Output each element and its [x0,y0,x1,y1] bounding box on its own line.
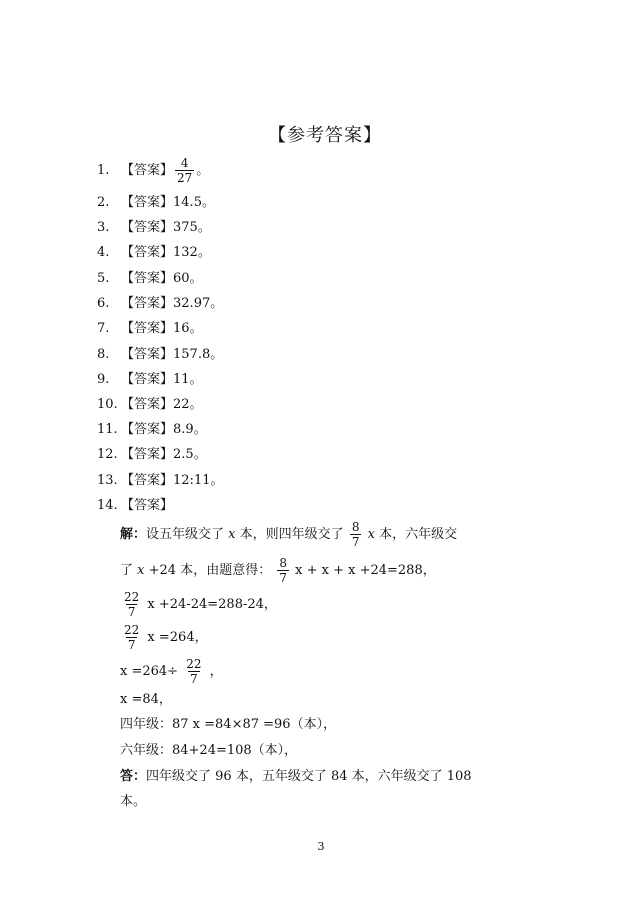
answer-label: 【答案】 [121,271,174,286]
answer-number: 12. [97,447,118,462]
fraction [175,157,194,184]
answer-value: 132。 [173,245,211,260]
answer-label: 【答案】 [121,473,174,488]
fraction-denominator: 7 [351,535,360,549]
answer-value: 32.97。 [173,296,224,311]
answer-label: 【答案】 [121,321,174,336]
answer-value: 11。 [173,372,203,387]
equation-text: ， [209,664,223,679]
answer-number: 8. [97,347,110,362]
answer-row [97,156,210,185]
answer-number: 11. [97,422,118,437]
solution-line-10: 本。 [120,794,147,809]
solution-line-1 [120,520,458,549]
fraction [122,591,141,618]
answer-end: 。 [196,163,210,178]
answer-row [97,420,207,440]
answer-row [97,269,203,289]
answer-row [97,471,223,491]
fraction-numerator: 22 [124,590,140,604]
fraction-numerator: 8 [279,556,287,570]
solution-line-4 [120,623,208,652]
variable-x: x [228,527,236,542]
answer-label: 【答案】 [121,372,174,387]
solution-text: +24 本，由题意得： [148,563,272,578]
fraction [277,557,289,584]
answer-number: 7. [97,321,110,336]
solution-line-9 [120,766,472,788]
answer-number: 6. [97,296,110,311]
fraction-numerator: 22 [186,657,202,671]
equation-text: x + x + x +24=288， [295,563,436,578]
variable-x: x [137,563,145,578]
answer-label: 【答案】 [121,447,174,462]
solution-line-7: 四年级：87 x =84×87 =96（本）， [120,717,337,732]
answer-row [97,445,207,465]
answer-row [97,294,223,314]
answer-number: 4. [97,245,110,260]
fraction-denominator: 7 [190,672,198,686]
answer-row [97,395,203,415]
equation-text: x +24-24=288-24， [147,597,277,612]
fraction-numerator: 4 [180,156,189,170]
answer-number: 13. [97,473,118,488]
fraction [350,521,362,548]
answer-row [97,496,173,516]
equation-text: x =264， [147,630,208,645]
solution-text: 了 [120,563,134,578]
fraction [122,624,141,651]
conclusion-label: 答： [120,769,147,784]
page-number: 3 [317,840,325,853]
fraction-denominator: 7 [279,571,287,585]
answer-label: 【答案】 [121,220,174,235]
answer-value: 16。 [173,321,203,336]
answer-value: 14.5。 [173,195,215,210]
answer-label: 【答案】 [121,347,174,362]
answer-number: 9. [97,372,110,387]
fraction-denominator: 7 [127,638,136,652]
answer-row [97,218,211,238]
answer-label: 【答案】 [121,498,174,513]
answer-label: 【答案】 [121,245,174,260]
solution-text: 本，六年级交 [379,527,458,542]
answer-row [97,193,215,213]
answer-row [97,370,203,390]
answer-row [97,243,211,263]
answer-number: 5. [97,271,110,286]
solution-line-6: x =84， [120,692,172,707]
answer-label: 【答案】 [121,422,174,437]
answer-label: 【答案】 [121,397,174,412]
variable-x: x [367,527,375,542]
answer-value: 2.5。 [173,447,207,462]
answer-value: 22。 [173,397,203,412]
page-title: 【参考答案】 [268,125,382,146]
fraction-denominator: 7 [127,605,136,619]
solution-line-5 [120,657,223,686]
answer-value: 8.9。 [173,422,207,437]
answer-value: 60。 [173,271,203,286]
answer-label: 【答案】 [121,195,174,210]
answer-number: 14. [97,498,118,513]
answer-number: 2. [97,195,110,210]
solution-text: 本，则四年级交了 [239,527,344,542]
solution-line-8: 六年级：84+24=108（本）， [120,743,298,758]
answer-value: 375。 [173,220,211,235]
fraction [184,658,203,685]
answer-value: 12:11。 [173,473,224,488]
answer-value: 157.8。 [173,347,224,362]
solution-line-2 [120,556,436,585]
fraction-denominator: 27 [177,171,193,185]
solution-line-3 [120,590,277,619]
answer-row [97,319,203,339]
fraction-numerator: 8 [351,520,360,534]
fraction-numerator: 22 [124,623,140,637]
answer-row [97,345,223,365]
answer-number: 10. [97,397,118,412]
answer-label: 【答案】 [121,296,174,311]
solution-text: 设五年级交了 [146,527,225,542]
equation-text: x =264÷ [120,664,179,679]
answer-number: 3. [97,220,110,235]
conclusion-text: 四年级交了 96 本，五年级交了 84 本，六年级交了 108 [146,769,472,784]
answer-label: 【答案】 [121,163,174,178]
solution-label: 解： [120,527,147,542]
answer-number: 1. [97,163,110,178]
